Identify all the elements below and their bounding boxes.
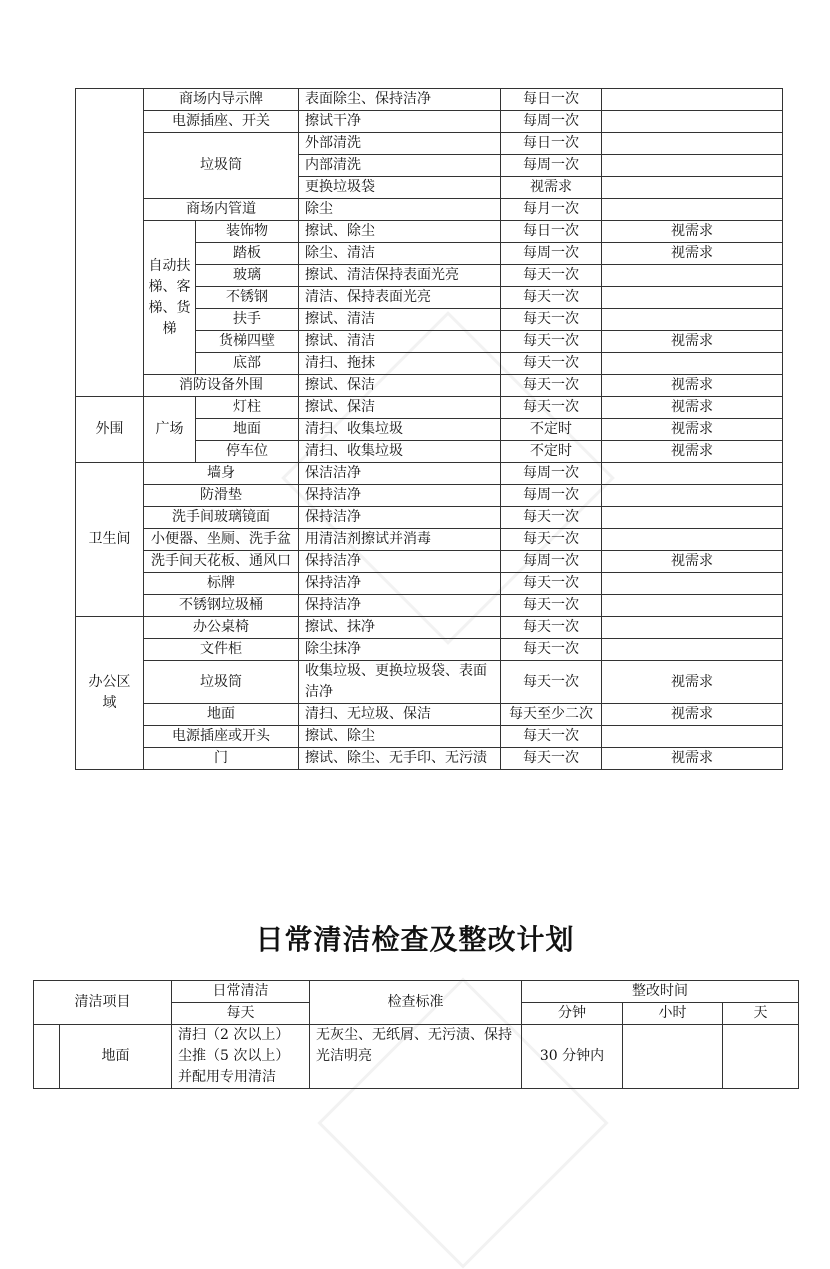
header-rectify-time: 整改时间	[522, 981, 799, 1003]
frequency-cell: 每天一次	[501, 331, 602, 353]
note-cell: 视需求	[602, 551, 783, 573]
area-cell-mall	[76, 89, 144, 397]
note-cell	[602, 639, 783, 661]
note-cell	[602, 133, 783, 155]
table-row	[76, 639, 783, 661]
note-cell: 视需求	[602, 748, 783, 770]
note-cell: 视需求	[602, 221, 783, 243]
frequency-cell: 每日一次	[501, 89, 602, 111]
sub-item-cell: 扶手	[196, 309, 299, 331]
method-cell: 清扫、收集垃圾	[299, 419, 501, 441]
note-cell	[602, 177, 783, 199]
method-cell: 清扫、拖抹	[299, 353, 501, 375]
item-cell: 办公桌椅	[144, 617, 299, 639]
method-cell: 擦试、除尘、无手印、无污渍	[299, 748, 501, 770]
method-cell: 内部清洗	[299, 155, 501, 177]
item-cell: 垃圾筒	[144, 133, 299, 199]
note-cell: 视需求	[602, 243, 783, 265]
table-row	[76, 595, 783, 617]
method-cell: 收集垃圾、更换垃圾袋、表面洁净	[299, 661, 501, 704]
item-cell: 消防设备外围	[144, 375, 299, 397]
standard-cell: 无灰尘、无纸屑、无污渍、保持光洁明亮	[310, 1025, 522, 1089]
item-cell: 小便器、坐厕、洗手盆	[144, 529, 299, 551]
note-cell	[602, 617, 783, 639]
method-cell: 擦试、除尘	[299, 221, 501, 243]
frequency-cell: 每周一次	[501, 155, 602, 177]
note-cell	[602, 89, 783, 111]
frequency-cell: 视需求	[501, 177, 602, 199]
frequency-cell: 每天一次	[501, 595, 602, 617]
item-cell: 标牌	[144, 573, 299, 595]
frequency-cell: 每周一次	[501, 551, 602, 573]
table-row	[76, 463, 783, 485]
table-row	[76, 507, 783, 529]
note-cell	[602, 529, 783, 551]
table-row	[76, 397, 783, 419]
sub-item-cell: 装饰物	[196, 221, 299, 243]
note-cell	[602, 199, 783, 221]
header-cleaning-item: 清洁项目	[34, 981, 172, 1025]
frequency-cell: 每天一次	[501, 287, 602, 309]
item-cell: 不锈钢垃圾桶	[144, 595, 299, 617]
table-row	[76, 89, 783, 111]
frequency-cell: 每天一次	[501, 265, 602, 287]
inspection-plan-table	[33, 980, 799, 1089]
item-cell: 防滑垫	[144, 485, 299, 507]
header-inspection-standard: 检查标准	[310, 981, 522, 1025]
table-row	[76, 221, 783, 243]
table-row	[76, 617, 783, 639]
method-cell: 擦试、除尘	[299, 726, 501, 748]
frequency-cell: 每日一次	[501, 133, 602, 155]
frequency-cell: 每日一次	[501, 221, 602, 243]
cleaning-schedule-table	[75, 88, 783, 770]
minute-cell: 30 分钟内	[522, 1025, 623, 1089]
item-cell: 商场内导示牌	[144, 89, 299, 111]
method-cell: 清扫、无垃圾、保洁	[299, 704, 501, 726]
item-cell: 地面	[144, 704, 299, 726]
sub-item-cell: 底部	[196, 353, 299, 375]
sub-item-cell: 玻璃	[196, 265, 299, 287]
note-cell	[602, 309, 783, 331]
method-cell: 除尘抹净	[299, 639, 501, 661]
note-cell: 视需求	[602, 397, 783, 419]
note-cell	[602, 155, 783, 177]
note-cell: 视需求	[602, 704, 783, 726]
method-cell: 擦试、清洁	[299, 309, 501, 331]
frequency-cell: 每天一次	[501, 397, 602, 419]
table-row	[76, 726, 783, 748]
frequency-cell: 每天一次	[501, 353, 602, 375]
frequency-cell: 每天一次	[501, 375, 602, 397]
sub-item-cell: 不锈钢	[196, 287, 299, 309]
section-title: 日常清洁检查及整改计划	[255, 923, 575, 956]
frequency-cell: 每天一次	[501, 617, 602, 639]
method-cell: 擦试、清洁保持表面光亮	[299, 265, 501, 287]
method-cell: 保持洁净	[299, 551, 501, 573]
area-cell-office: 办公区域	[76, 617, 144, 770]
note-cell: 视需求	[602, 331, 783, 353]
table-row	[76, 111, 783, 133]
method-cell: 表面除尘、保持洁净	[299, 89, 501, 111]
note-cell	[602, 485, 783, 507]
escalator-group-cell: 自动扶梯、客梯、货梯	[144, 221, 196, 375]
area-cell-restroom: 卫生间	[76, 463, 144, 617]
table-row	[76, 199, 783, 221]
note-cell	[602, 595, 783, 617]
item-cell: 垃圾筒	[144, 661, 299, 704]
day-cell	[723, 1025, 799, 1089]
method-cell: 保洁洁净	[299, 463, 501, 485]
frequency-cell: 不定时	[501, 419, 602, 441]
method-cell: 清扫、收集垃圾	[299, 441, 501, 463]
frequency-cell: 每天一次	[501, 309, 602, 331]
method-cell: 保持洁净	[299, 507, 501, 529]
area-cell-outer: 外围	[76, 397, 144, 463]
item-cell: 电源插座、开关	[144, 111, 299, 133]
note-cell	[602, 265, 783, 287]
note-cell	[602, 287, 783, 309]
header-row	[34, 981, 799, 1003]
header-daily-cleaning: 日常清洁	[172, 981, 310, 1003]
frequency-cell: 每周一次	[501, 111, 602, 133]
item-cell: 地面	[60, 1025, 172, 1089]
method-cell: 擦试、保洁	[299, 375, 501, 397]
table-row	[76, 133, 783, 155]
frequency-cell: 每天一次	[501, 661, 602, 704]
item-cell: 洗手间玻璃镜面	[144, 507, 299, 529]
frequency-cell: 每周一次	[501, 243, 602, 265]
method-cell: 更换垃圾袋	[299, 177, 501, 199]
frequency-cell: 每月一次	[501, 199, 602, 221]
method-cell: 擦试、清洁	[299, 331, 501, 353]
table-row	[76, 375, 783, 397]
sub-item-cell: 踏板	[196, 243, 299, 265]
note-cell	[602, 353, 783, 375]
note-cell	[602, 111, 783, 133]
note-cell: 视需求	[602, 441, 783, 463]
square-group-cell: 广场	[144, 397, 196, 463]
note-cell: 视需求	[602, 661, 783, 704]
category-cell	[34, 1025, 60, 1089]
frequency-cell: 不定时	[501, 441, 602, 463]
method-cell: 擦试、抹净	[299, 617, 501, 639]
table-row	[76, 485, 783, 507]
note-cell	[602, 507, 783, 529]
frequency-cell: 每天一次	[501, 573, 602, 595]
method-cell: 擦试、保洁	[299, 397, 501, 419]
item-cell: 墙身	[144, 463, 299, 485]
frequency-cell: 每天一次	[501, 726, 602, 748]
frequency-cell: 每天一次	[501, 748, 602, 770]
header-hour: 小时	[623, 1003, 723, 1025]
frequency-cell: 每周一次	[501, 485, 602, 507]
method-cell: 外部清洗	[299, 133, 501, 155]
sub-item-cell: 灯柱	[196, 397, 299, 419]
item-cell: 电源插座或开头	[144, 726, 299, 748]
header-minute: 分钟	[522, 1003, 623, 1025]
note-cell: 视需求	[602, 419, 783, 441]
table-row	[76, 573, 783, 595]
method-cell: 用清洁剂擦试并消毒	[299, 529, 501, 551]
frequency-cell: 每天至少二次	[501, 704, 602, 726]
method-cell: 清洁、保持表面光亮	[299, 287, 501, 309]
daily-cell: 清扫（2 次以上）尘推（5 次以上）并配用专用清洁	[172, 1025, 310, 1089]
method-cell: 保持洁净	[299, 573, 501, 595]
header-day: 天	[723, 1003, 799, 1025]
note-cell	[602, 573, 783, 595]
note-cell: 视需求	[602, 375, 783, 397]
method-cell: 保持洁净	[299, 485, 501, 507]
frequency-cell: 每天一次	[501, 507, 602, 529]
item-cell: 门	[144, 748, 299, 770]
method-cell: 保持洁净	[299, 595, 501, 617]
frequency-cell: 每周一次	[501, 463, 602, 485]
method-cell: 除尘、清洁	[299, 243, 501, 265]
item-cell: 洗手间天花板、通风口	[144, 551, 299, 573]
note-cell	[602, 463, 783, 485]
item-cell: 文件柜	[144, 639, 299, 661]
header-each-day: 每天	[172, 1003, 310, 1025]
method-cell: 除尘	[299, 199, 501, 221]
frequency-cell: 每天一次	[501, 529, 602, 551]
item-cell: 商场内管道	[144, 199, 299, 221]
frequency-cell: 每天一次	[501, 639, 602, 661]
sub-item-cell: 地面	[196, 419, 299, 441]
hour-cell	[623, 1025, 723, 1089]
note-cell	[602, 726, 783, 748]
sub-item-cell: 停车位	[196, 441, 299, 463]
method-cell: 擦试干净	[299, 111, 501, 133]
sub-item-cell: 货梯四壁	[196, 331, 299, 353]
